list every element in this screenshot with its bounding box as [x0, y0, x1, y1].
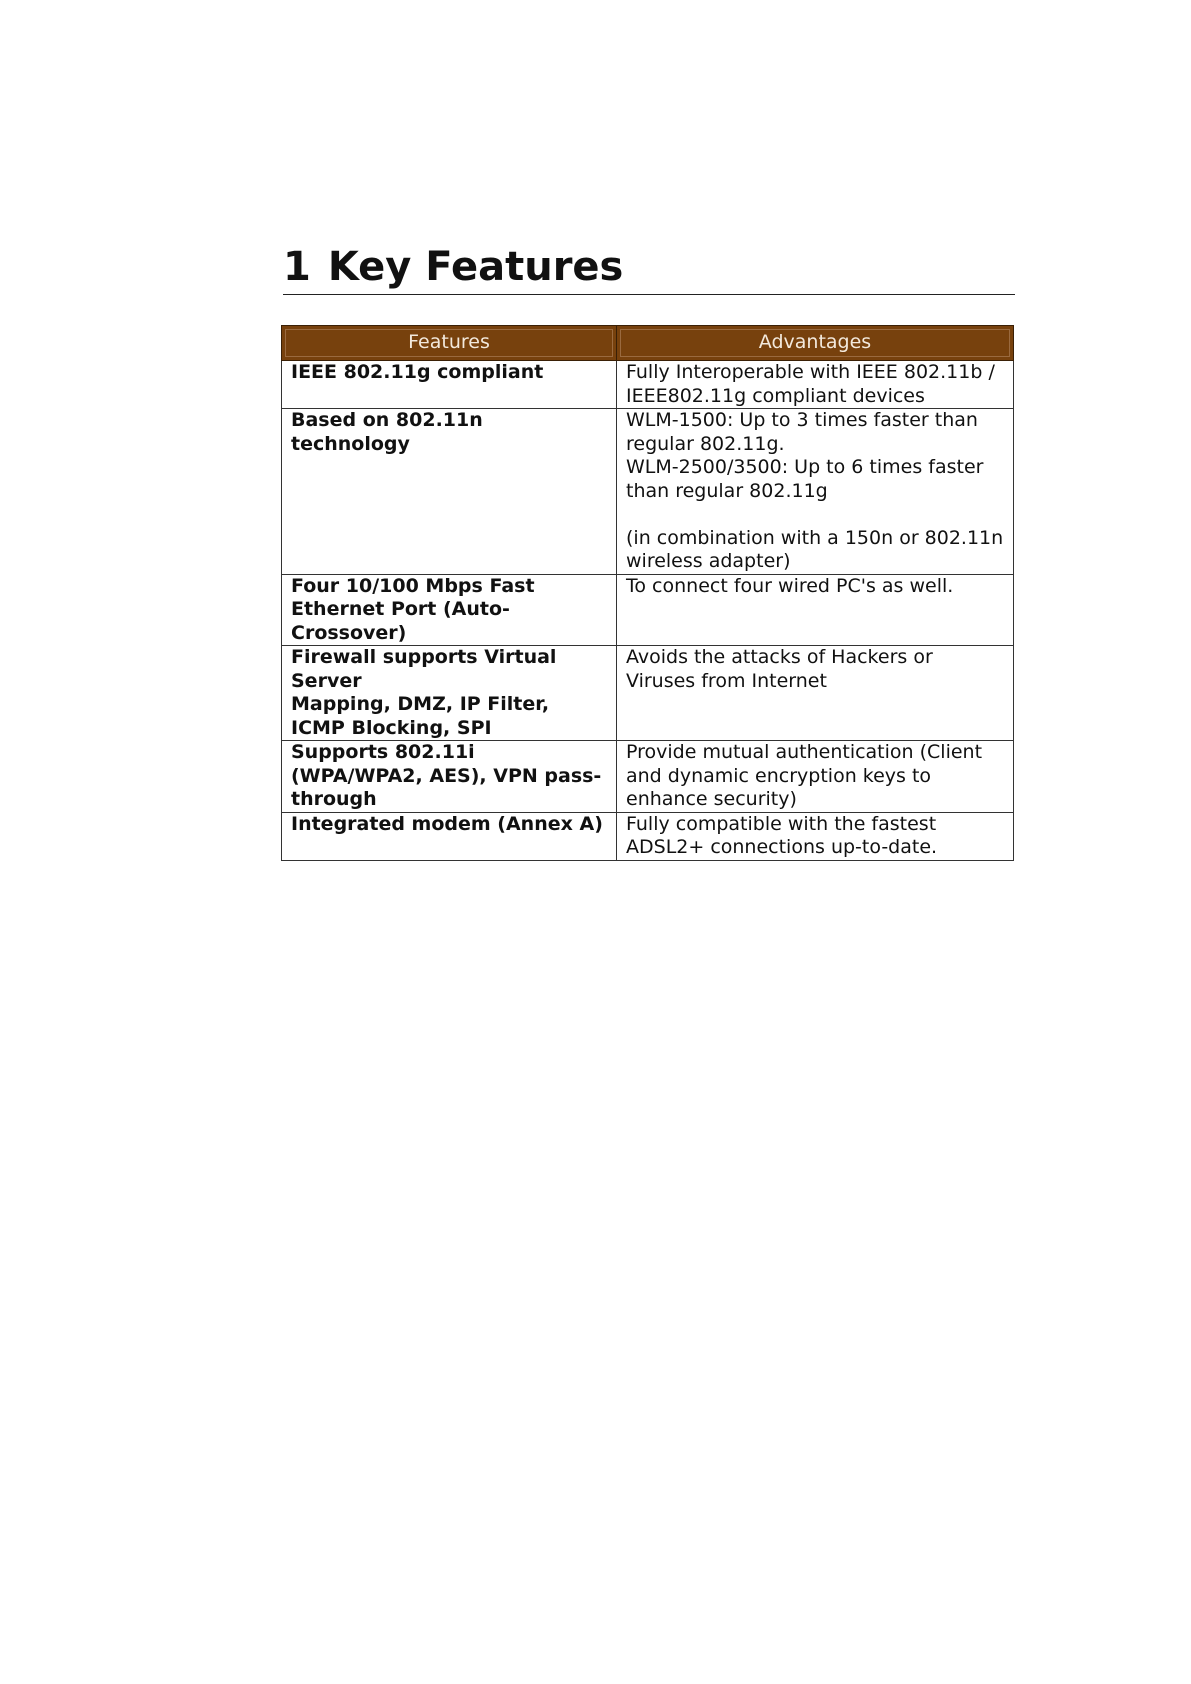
feature-cell — [282, 646, 617, 741]
advantage-cell — [617, 361, 1014, 409]
feature-cell: IEEE 802.11g compliant — [282, 361, 617, 409]
advantage-text: Fully Interoperable with IEEE 802.11b / IEEE802.11g compliant devices — [626, 361, 995, 407]
table-row — [282, 741, 1014, 813]
advantage-text: WLM-1500: Up to 3 times faster than regular 802.11g. — [626, 409, 978, 455]
advantage-cell — [617, 741, 1014, 813]
table-header-row — [282, 326, 1014, 361]
feature-text: Mapping, DMZ, IP Filter, ICMP Blocking, SPI — [291, 693, 550, 739]
advantage-cell — [617, 574, 1014, 646]
section-heading — [283, 244, 1015, 295]
advantage-cell — [617, 812, 1014, 860]
features-column-header: Features — [282, 326, 617, 361]
advantage-text: (in combination with a 150n or 802.11n wireless adapter) — [626, 526, 1004, 572]
paragraph-spacer — [626, 503, 1005, 527]
table-row — [282, 812, 1014, 860]
feature-cell: Integrated modem (Annex A) — [282, 812, 617, 860]
table-row — [282, 361, 1014, 409]
advantages-column-header: Advantages — [617, 326, 1014, 361]
section-number: 1 — [283, 244, 311, 290]
feature-cell: Four 10/100 Mbps Fast Ethernet Port (Auto-Crossover) — [282, 574, 617, 646]
advantage-text: To connect four wired PC's as well. — [626, 574, 954, 597]
advantage-text: Provide mutual authentication (Client and dynamic encryption keys to enhance security) — [626, 741, 983, 810]
advantage-text: WLM-2500/3500: Up to 6 times faster than regular 802.11g — [626, 456, 984, 502]
features-table — [281, 325, 1014, 861]
table-row — [282, 409, 1014, 575]
advantage-text: Avoids the attacks of Hackers or Viruses from Internet — [626, 646, 933, 692]
section-title: Key Features — [327, 244, 624, 290]
advantage-text: Fully compatible with the fastest ADSL2+ connections up-to-date. — [626, 812, 938, 858]
feature-cell: Based on 802.11n technology — [282, 409, 617, 575]
feature-text: Firewall supports Virtual Server — [291, 646, 557, 692]
advantage-cell — [617, 646, 1014, 741]
advantage-cell — [617, 409, 1014, 575]
feature-cell: Supports 802.11i (WPA/WPA2, AES), VPN pass-through — [282, 741, 617, 813]
table-row — [282, 574, 1014, 646]
table-row — [282, 646, 1014, 741]
